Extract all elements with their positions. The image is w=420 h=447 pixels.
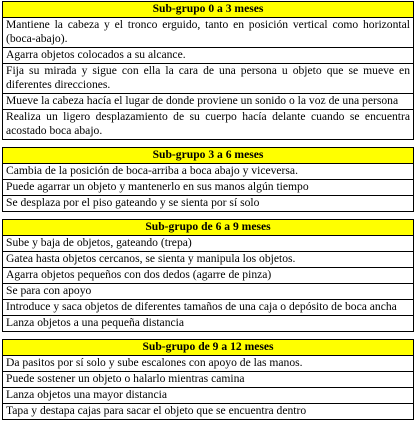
milestone-item: Agarra objetos colocados a su alcance.	[3, 48, 414, 64]
table-row	[3, 372, 414, 388]
milestone-item: Da pasitos por sí solo y sube escalones con apoyo de las manos.	[3, 356, 414, 372]
milestone-item: Sube y baja de objetos, gateando (trepa)	[3, 236, 414, 252]
milestone-item: Cambia de la posición de boca-arriba a boca abajo y viceversa.	[3, 164, 414, 180]
table-row	[3, 48, 414, 64]
table-row	[3, 300, 414, 316]
group-header-row	[3, 220, 414, 236]
group-table-3-6-months	[2, 147, 414, 212]
milestone-item: Gatea hasta objetos cercanos, se sienta y manipula los objetos.	[3, 252, 414, 268]
table-row	[3, 356, 414, 372]
milestone-item: Mantiene la cabeza y el tronco erguido, tanto en posición vertical como horizontal (boca-abajo).	[3, 18, 414, 48]
table-row	[3, 94, 414, 110]
table-row	[3, 164, 414, 180]
spacer	[2, 140, 414, 147]
group-title: Sub-grupo 3 a 6 meses	[3, 148, 414, 164]
milestone-item: Introduce y saca objetos de diferentes tamaños de una caja o depósito de boca ancha	[3, 300, 414, 316]
milestone-item: Tapa y destapa cajas para sacar el objeto que se encuentra dentro	[3, 404, 414, 420]
milestone-item: Puede agarrar un objeto y mantenerlo en sus manos algún tiempo	[3, 180, 414, 196]
milestone-item: Se desplaza por el piso gateando y se sienta por sí solo	[3, 196, 414, 212]
milestone-item: Mueve la cabeza hacía el lugar de donde proviene un sonido o la voz de una persona	[3, 94, 414, 110]
milestone-item: Puede sostener un objeto o halarlo mientras camina	[3, 372, 414, 388]
group-title: Sub-grupo 0 a 3 meses	[3, 2, 414, 18]
group-header-row	[3, 340, 414, 356]
table-row	[3, 64, 414, 94]
spacer	[2, 332, 414, 339]
milestone-item: Agarra objetos pequeños con dos dedos (agarre de pinza)	[3, 268, 414, 284]
table-row	[3, 388, 414, 404]
group-title: Sub-grupo de 9 a 12 meses	[3, 340, 414, 356]
milestones-document	[2, 1, 414, 420]
table-row	[3, 404, 414, 420]
milestone-item: Lanza objetos una mayor distancia	[3, 388, 414, 404]
table-row	[3, 316, 414, 332]
table-row	[3, 196, 414, 212]
group-header-row	[3, 148, 414, 164]
table-row	[3, 180, 414, 196]
milestone-item: Fija su mirada y sigue con ella la cara de una persona u objeto que se mueve en diferentes direcciones.	[3, 64, 414, 94]
table-row	[3, 268, 414, 284]
table-row	[3, 110, 414, 140]
table-row	[3, 18, 414, 48]
table-row	[3, 252, 414, 268]
table-row	[3, 284, 414, 300]
table-row	[3, 236, 414, 252]
milestone-item: Se para con apoyo	[3, 284, 414, 300]
spacer	[2, 212, 414, 219]
group-table-6-9-months	[2, 219, 414, 332]
group-header-row	[3, 2, 414, 18]
group-title: Sub-grupo de 6 a 9 meses	[3, 220, 414, 236]
group-table-9-12-months	[2, 339, 414, 420]
group-table-0-3-months	[2, 1, 414, 140]
milestone-item: Lanza objetos a una pequeña distancia	[3, 316, 414, 332]
milestone-item: Realiza un ligero desplazamiento de su cuerpo hacía delante cuando se encuentra acostado boca abajo.	[3, 110, 414, 140]
